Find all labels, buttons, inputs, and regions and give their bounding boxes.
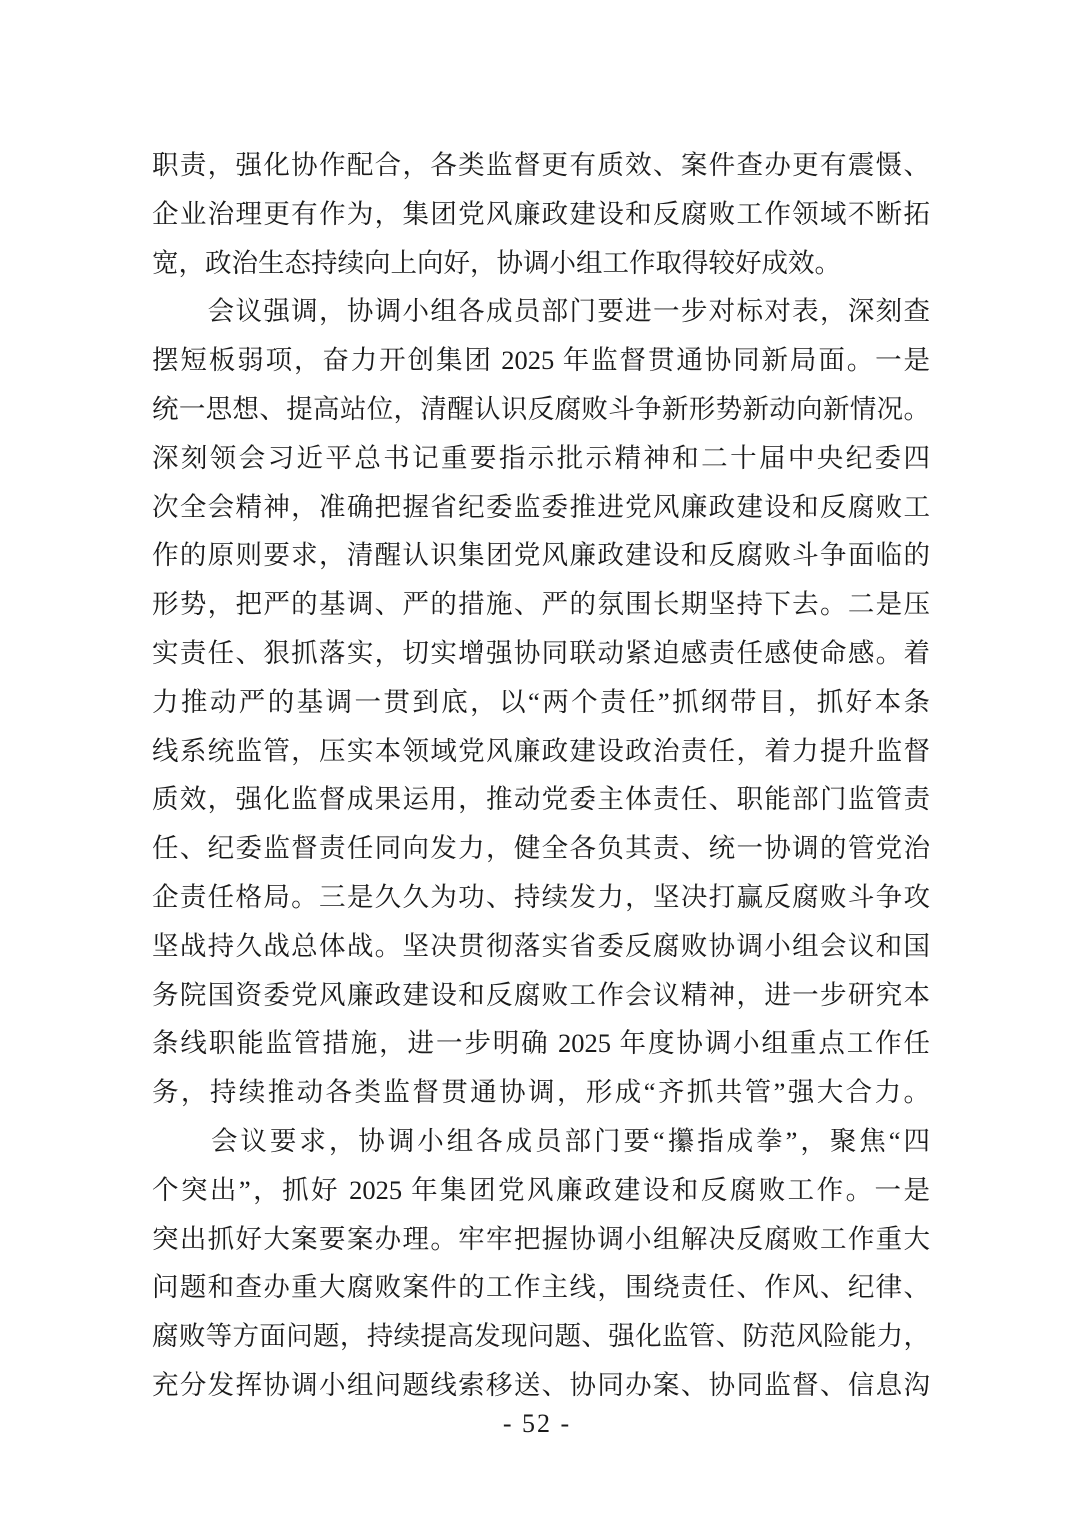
text-line: 会议强调，协调小组各成员部门要进一步对标对表，深刻查 [152, 296, 930, 327]
text-line: 务院国资委党风廉政建设和反腐败工作会议精神，进一步研究本 [152, 979, 930, 1010]
text-line: 统一思想、提高站位，清醒认识反腐败斗争新形势新动向新情况。 [152, 393, 930, 424]
text-line: 质效，强化监督成果运用，推动党委主体责任、职能部门监管责 [152, 784, 930, 815]
text-line: 深刻领会习近平总书记重要指示批示精神和二十届中央纪委四 [152, 442, 930, 473]
text-line: 腐败等方面问题，持续提高发现问题、强化监管、防范风险能力， [152, 1321, 930, 1352]
text-line: 企责任格局。三是久久为功、持续发力，坚决打赢反腐败斗争攻 [152, 881, 930, 912]
text-line: 力推动严的基调一贯到底，以“两个责任”抓纲带目，抓好本条 [152, 686, 930, 717]
text-line: 作的原则要求，清醒认识集团党风廉政建设和反腐败斗争面临的 [152, 540, 930, 571]
text-line: 突出抓好大案要案办理。牢牢把握协调小组解决反腐败工作重大 [152, 1223, 930, 1254]
text-line: 次全会精神，准确把握省纪委监委推进党风廉政建设和反腐败工 [152, 491, 930, 522]
document-body [152, 141, 930, 1410]
page-number: - 52 - [502, 1409, 572, 1438]
text-line: 充分发挥协调小组问题线索移送、协同办案、协同监督、信息沟 [152, 1369, 930, 1400]
text-line: 形势，把严的基调、严的措施、严的氛围长期坚持下去。二是压 [152, 589, 930, 620]
text-line: 宽，政治生态持续向上向好，协调小组工作取得较好成效。 [152, 247, 841, 278]
text-line: 条线职能监管措施，进一步明确 2025 年度协调小组重点工作任 [152, 1028, 930, 1059]
text-line: 职责，强化协作配合，各类监督更有质效、案件查办更有震慑、 [152, 150, 930, 180]
text-line: 实责任、狠抓落实，切实增强协同联动紧迫感责任感使命感。着 [152, 637, 930, 668]
text-line: 个突出”，抓好 2025 年集团党风廉政建设和反腐败工作。一是 [152, 1174, 930, 1205]
text-line: 摆短板弱项，奋力开创集团 2025 年监督贯通协同新局面。一是 [152, 345, 930, 376]
text-line: 问题和查办重大腐败案件的工作主线，围绕责任、作风、纪律、 [152, 1272, 930, 1303]
text-line: 会议要求，协调小组各成员部门要“攥指成拳”，聚焦“四 [152, 1125, 930, 1156]
text-line: 企业治理更有作为，集团党风廉政建设和反腐败工作领域不断拓 [152, 198, 930, 229]
text-line: 坚战持久战总体战。坚决贯彻落实省委反腐败协调小组会议和国 [152, 930, 930, 961]
text-line: 务，持续推动各类监督贯通协调，形成“齐抓共管”强大合力。 [152, 1077, 930, 1108]
text-line: 线系统监管，压实本领域党风廉政建设政治责任，着力提升监督 [152, 735, 930, 766]
text-line: 任、纪委监督责任同向发力，健全各负其责、统一协调的管党治 [152, 833, 930, 864]
